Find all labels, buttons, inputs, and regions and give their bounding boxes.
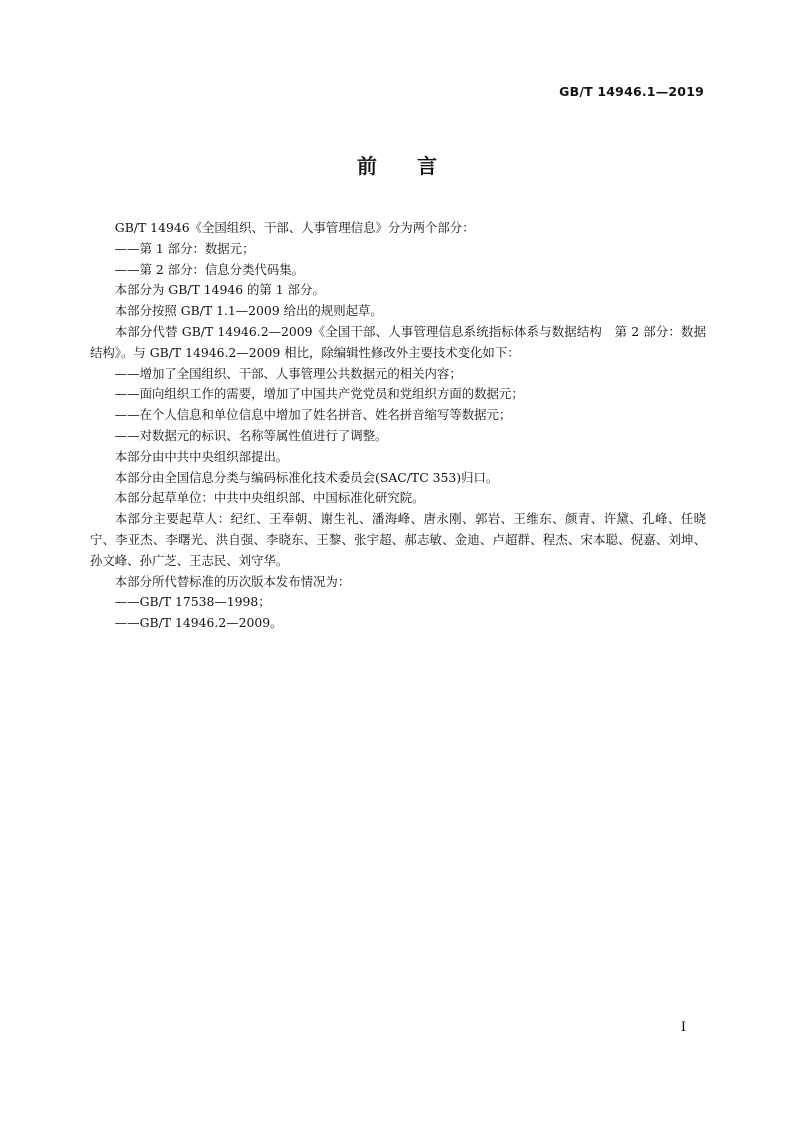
standard-code: GB/T 14946.1—2019: [559, 84, 704, 99]
paragraph: 本部分起草单位：中共中央组织部、中国标准化研究院。: [114, 490, 425, 506]
foreword-body: [90, 218, 706, 634]
list-item: ——对数据元的标识、名称等属性值进行了调整。: [114, 427, 388, 443]
paragraph: 本部分所代替标准的历次版本发布情况为：: [114, 573, 351, 589]
page-number: I: [680, 1020, 686, 1035]
paragraph: 本部分由中共中央组织部提出。: [114, 448, 289, 464]
list-item: ——增加了全国组织、干部、人事管理公共数据元的相关内容；: [114, 365, 462, 381]
list-item: ——GB/T 14946.2—2009。: [114, 615, 283, 631]
list-item: ——第 1 部分：数据元；: [114, 240, 255, 256]
paragraph: 本部分主要起草人：纪红、王奉朝、谢生礼、潘海峰、唐永刚、郭岩、王维东、颜青、许黛、孔峰、任晓宁、李亚杰、李曙光、洪自强、李晓东、王黎、张宇超、郝志敏、金迪、卢超群、程杰、宋本聪、倪嘉、刘坤、孙文峰、孙广芝、王志民、刘守华。: [90, 511, 706, 568]
list-item: ——面向组织工作的需要，增加了中国共产党党员和党组织方面的数据元；: [114, 386, 524, 402]
paragraph: 本部分按照 GB/T 1.1—2009 给出的规则起草。: [114, 303, 383, 319]
list-item: ——GB/T 17538—1998；: [114, 594, 271, 610]
list-item: ——第 2 部分：信息分类代码集。: [114, 261, 305, 277]
paragraph: 本部分为 GB/T 14946 的第 1 部分。: [114, 282, 325, 298]
list-item: ——在个人信息和单位信息中增加了姓名拼音、姓名拼音缩写等数据元；: [114, 407, 512, 423]
paragraph: 本部分由全国信息分类与编码标准化技术委员会(SAC/TC 353)归口。: [114, 469, 499, 485]
paragraph: 本部分代替 GB/T 14946.2—2009《全国干部、人事管理信息系统指标体系与数据结构 第 2 部分：数据结构》。与 GB/T 14946.2—2009 相比，除编辑性修改外主要技术变化如下：: [90, 323, 706, 360]
page-title: 前言: [357, 154, 477, 178]
paragraph: GB/T 14946《全国组织、干部、人事管理信息》分为两个部分：: [114, 220, 475, 235]
